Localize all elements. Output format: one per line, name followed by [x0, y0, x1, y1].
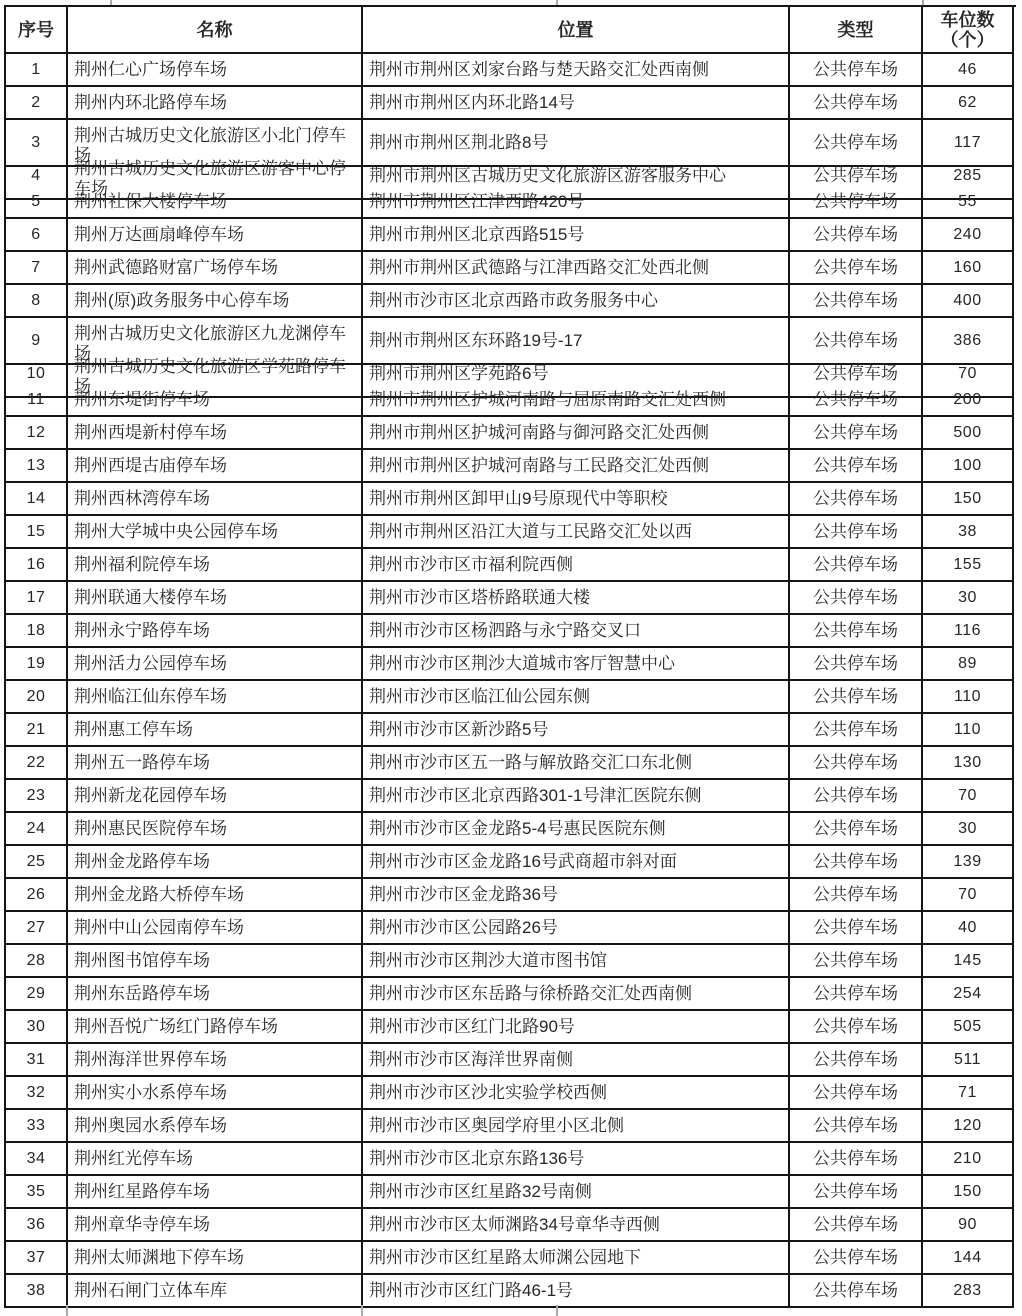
cell-name: 荆州章华寺停车场: [68, 1209, 363, 1242]
cell-spaces: 71: [923, 1077, 1014, 1110]
cell-name: 荆州金龙路停车场: [68, 846, 363, 879]
cell-index: 10: [6, 351, 68, 398]
cell-spaces: 46: [923, 54, 1014, 87]
cell-name: 荆州东堤街停车场: [68, 384, 363, 417]
table-row: [6, 846, 1016, 879]
cell-location: 荆州市荆州区古城历史文化旅游区游客服务中心: [363, 153, 790, 200]
table-row: [6, 747, 1016, 780]
cell-index: 30: [6, 1011, 68, 1044]
cell-index: 15: [6, 516, 68, 549]
cell-type: 公共停车场: [790, 912, 923, 945]
cell-location: 荆州市沙市区杨泗路与永宁路交叉口: [363, 615, 790, 648]
cell-index: 19: [6, 648, 68, 681]
cell-index: 35: [6, 1176, 68, 1209]
cell-type: 公共停车场: [790, 648, 923, 681]
cell-location: 荆州市沙市区北京西路301-1号津汇医院东侧: [363, 780, 790, 813]
cell-name: 荆州内环北路停车场: [68, 87, 363, 120]
table-row: [6, 219, 1016, 252]
cell-index: 25: [6, 846, 68, 879]
cell-spaces: 110: [923, 681, 1014, 714]
cell-type: 公共停车场: [790, 1011, 923, 1044]
cell-spaces: 117: [923, 120, 1014, 167]
cell-spaces: 62: [923, 87, 1014, 120]
cell-index: 1: [6, 54, 68, 87]
table-row: [6, 780, 1016, 813]
cell-location: 荆州市沙市区临江仙公园东侧: [363, 681, 790, 714]
cell-name: 荆州万达画扇峰停车场: [68, 219, 363, 252]
cell-spaces: 254: [923, 978, 1014, 1011]
cell-location: 荆州市荆州区卸甲山9号原现代中等职校: [363, 483, 790, 516]
cell-spaces: 120: [923, 1110, 1014, 1143]
cell-name: 荆州联通大楼停车场: [68, 582, 363, 615]
cell-index: 37: [6, 1242, 68, 1275]
cell-spaces: 30: [923, 582, 1014, 615]
cell-name: 荆州武德路财富广场停车场: [68, 252, 363, 285]
cell-name: 荆州五一路停车场: [68, 747, 363, 780]
cell-location: 荆州市沙市区沙北实验学校西侧: [363, 1077, 790, 1110]
cell-name: 荆州新龙花园停车场: [68, 780, 363, 813]
cell-spaces: 139: [923, 846, 1014, 879]
cell-type: 公共停车场: [790, 351, 923, 398]
cell-type: 公共停车场: [790, 978, 923, 1011]
cell-type: 公共停车场: [790, 1242, 923, 1275]
table-row: [6, 582, 1016, 615]
cell-spaces: 145: [923, 945, 1014, 978]
cell-index: 20: [6, 681, 68, 714]
col-header-location: 位置: [363, 7, 790, 54]
cell-index: 34: [6, 1143, 68, 1176]
cell-location: 荆州市沙市区北京东路136号: [363, 1143, 790, 1176]
cell-location: 荆州市沙市区东岳路与徐桥路交汇处西南侧: [363, 978, 790, 1011]
cell-name: 荆州吾悦广场红门路停车场: [68, 1011, 363, 1044]
cell-spaces: 500: [923, 417, 1014, 450]
cell-type: 公共停车场: [790, 1209, 923, 1242]
cell-index: 23: [6, 780, 68, 813]
cell-location: 荆州市荆州区学苑路6号: [363, 351, 790, 398]
table-row: [6, 912, 1016, 945]
table-row: [6, 483, 1016, 516]
cell-type: 公共停车场: [790, 879, 923, 912]
cell-name: 荆州西林湾停车场: [68, 483, 363, 516]
table-body: [6, 54, 1016, 1308]
cell-type: 公共停车场: [790, 846, 923, 879]
cell-index: 3: [6, 120, 68, 167]
cell-name: 荆州永宁路停车场: [68, 615, 363, 648]
cell-location: 荆州市沙市区太师渊路34号章华寺西侧: [363, 1209, 790, 1242]
table-row: [6, 120, 1016, 165]
cell-index: 6: [6, 219, 68, 252]
cell-location: 荆州市沙市区塔桥路联通大楼: [363, 582, 790, 615]
cell-name: 荆州古城历史文化旅游区学苑路停车场: [68, 351, 363, 398]
cell-name: 荆州福利院停车场: [68, 549, 363, 582]
cell-name: 荆州古城历史文化旅游区游客中心停车场: [68, 153, 363, 200]
cell-index: 31: [6, 1044, 68, 1077]
cell-name: 荆州仁心广场停车场: [68, 54, 363, 87]
cell-spaces: 30: [923, 813, 1014, 846]
cell-name: 荆州石闸门立体车库: [68, 1275, 363, 1308]
cell-location: 荆州市沙市区五一路与解放路交汇口东北侧: [363, 747, 790, 780]
cell-index: 12: [6, 417, 68, 450]
cell-name: 荆州临江仙东停车场: [68, 681, 363, 714]
table-crop-stub: [556, 1305, 558, 1316]
cell-location: 荆州市沙市区红门北路90号: [363, 1011, 790, 1044]
cell-index: 26: [6, 879, 68, 912]
cell-location: 荆州市荆州区荆北路8号: [363, 120, 790, 167]
table-row: [6, 87, 1016, 120]
table-crop-stub: [361, 1305, 363, 1316]
cell-index: 21: [6, 714, 68, 747]
cell-location: 荆州市荆州区护城河南路与工民路交汇处西侧: [363, 450, 790, 483]
cell-location: 荆州市沙市区奥园学府里小区北侧: [363, 1110, 790, 1143]
cell-index: 36: [6, 1209, 68, 1242]
cell-type: 公共停车场: [790, 813, 923, 846]
cell-type: 公共停车场: [790, 714, 923, 747]
cell-spaces: 240: [923, 219, 1014, 252]
cell-location: 荆州市荆州区刘家台路与楚天路交汇处西南侧: [363, 54, 790, 87]
cell-name: 荆州红光停车场: [68, 1143, 363, 1176]
cell-index: 22: [6, 747, 68, 780]
cell-spaces: 144: [923, 1242, 1014, 1275]
cell-location: 荆州市荆州区内环北路14号: [363, 87, 790, 120]
cell-spaces: 110: [923, 714, 1014, 747]
cell-location: 荆州市荆州区沿江大道与工民路交汇处以西: [363, 516, 790, 549]
cell-spaces: 130: [923, 747, 1014, 780]
cell-location: 荆州市沙市区公园路26号: [363, 912, 790, 945]
cell-location: 荆州市荆州区护城河南路与屈原南路交汇处西侧: [363, 384, 790, 417]
cell-name: 荆州大学城中央公园停车场: [68, 516, 363, 549]
cell-spaces: 285: [923, 153, 1014, 200]
cell-name: 荆州海洋世界停车场: [68, 1044, 363, 1077]
cell-type: 公共停车场: [790, 615, 923, 648]
cell-spaces: 150: [923, 1176, 1014, 1209]
cell-type: 公共停车场: [790, 219, 923, 252]
col-header-type: 类型: [790, 7, 923, 54]
cell-type: 公共停车场: [790, 1044, 923, 1077]
cell-index: 13: [6, 450, 68, 483]
table-row: [6, 417, 1016, 450]
cell-type: 公共停车场: [790, 780, 923, 813]
cell-type: 公共停车场: [790, 120, 923, 167]
cell-name: 荆州惠工停车场: [68, 714, 363, 747]
cell-index: 32: [6, 1077, 68, 1110]
cell-name: 荆州金龙路大桥停车场: [68, 879, 363, 912]
cell-index: 14: [6, 483, 68, 516]
cell-name: 荆州奥园水系停车场: [68, 1110, 363, 1143]
cell-type: 公共停车场: [790, 1110, 923, 1143]
col-header-index: 序号: [6, 7, 68, 54]
cell-index: 9: [6, 318, 68, 365]
cell-location: 荆州市荆州区东环路19号-17: [363, 318, 790, 365]
col-header-spaces: 车位数 （个）: [923, 7, 1014, 54]
cell-index: 2: [6, 87, 68, 120]
cell-location: 荆州市沙市区海洋世界南侧: [363, 1044, 790, 1077]
cell-spaces: 70: [923, 879, 1014, 912]
cell-type: 公共停车场: [790, 483, 923, 516]
cell-index: 33: [6, 1110, 68, 1143]
cell-location: 荆州市荆州区护城河南路与御河路交汇处西侧: [363, 417, 790, 450]
cell-index: 5: [6, 186, 68, 219]
cell-type: 公共停车场: [790, 549, 923, 582]
cell-name: 荆州实小水系停车场: [68, 1077, 363, 1110]
table-row: [6, 813, 1016, 846]
cell-index: 4: [6, 153, 68, 200]
cell-type: 公共停车场: [790, 1176, 923, 1209]
cell-spaces: 400: [923, 285, 1014, 318]
cell-spaces: 38: [923, 516, 1014, 549]
cell-name: 荆州图书馆停车场: [68, 945, 363, 978]
cell-index: 24: [6, 813, 68, 846]
cell-spaces: 55: [923, 186, 1014, 219]
cell-type: 公共停车场: [790, 516, 923, 549]
cell-type: 公共停车场: [790, 1077, 923, 1110]
cell-spaces: 200: [923, 384, 1014, 417]
cell-location: 荆州市沙市区市福利院西侧: [363, 549, 790, 582]
cell-index: 7: [6, 252, 68, 285]
cell-spaces: 210: [923, 1143, 1014, 1176]
cell-location: 荆州市沙市区新沙路5号: [363, 714, 790, 747]
cell-spaces: 155: [923, 549, 1014, 582]
table-row: [6, 714, 1016, 747]
table-row: [6, 1011, 1016, 1044]
cell-spaces: 116: [923, 615, 1014, 648]
table-row: [6, 879, 1016, 912]
cell-location: 荆州市沙市区金龙路5-4号惠民医院东侧: [363, 813, 790, 846]
cell-type: 公共停车场: [790, 582, 923, 615]
cell-name: 荆州中山公园南停车场: [68, 912, 363, 945]
cell-type: 公共停车场: [790, 186, 923, 219]
cell-type: 公共停车场: [790, 747, 923, 780]
cell-spaces: 505: [923, 1011, 1014, 1044]
table-row: [6, 54, 1016, 87]
cell-index: 28: [6, 945, 68, 978]
cell-name: 荆州惠民医院停车场: [68, 813, 363, 846]
cell-type: 公共停车场: [790, 417, 923, 450]
table-row: [6, 615, 1016, 648]
cell-name: 荆州(原)政务服务中心停车场: [68, 285, 363, 318]
cell-index: 38: [6, 1275, 68, 1308]
cell-location: 荆州市沙市区金龙路36号: [363, 879, 790, 912]
cell-name: 荆州红星路停车场: [68, 1176, 363, 1209]
cell-index: 17: [6, 582, 68, 615]
table-header-row: [6, 7, 1016, 54]
cell-index: 8: [6, 285, 68, 318]
cell-location: 荆州市荆州区江津西路420号: [363, 186, 790, 219]
table-row: [6, 516, 1016, 549]
cell-type: 公共停车场: [790, 450, 923, 483]
table-row: [6, 285, 1016, 318]
parking-lot-table: [4, 5, 1016, 1308]
cell-type: 公共停车场: [790, 252, 923, 285]
table-row: [6, 978, 1016, 1011]
cell-type: 公共停车场: [790, 1275, 923, 1308]
table-row: [6, 681, 1016, 714]
cell-name: 荆州社保大楼停车场: [68, 186, 363, 219]
cell-location: 荆州市沙市区红星路太师渊公园地下: [363, 1242, 790, 1275]
cell-name: 荆州古城历史文化旅游区九龙渊停车场: [68, 318, 363, 365]
cell-location: 荆州市沙市区红门路46-1号: [363, 1275, 790, 1308]
cell-location: 荆州市荆州区北京西路515号: [363, 219, 790, 252]
table-row: [6, 1044, 1016, 1077]
table-row: [6, 450, 1016, 483]
cell-spaces: 70: [923, 351, 1014, 398]
table-row: [6, 549, 1016, 582]
cell-name: 荆州西堤新村停车场: [68, 417, 363, 450]
cell-name: 荆州古城历史文化旅游区小北门停车场: [68, 120, 363, 167]
cell-location: 荆州市沙市区北京西路市政务服务中心: [363, 285, 790, 318]
table-row: [6, 1176, 1016, 1209]
table-row: [6, 318, 1016, 363]
cell-name: 荆州西堤古庙停车场: [68, 450, 363, 483]
cell-spaces: 283: [923, 1275, 1014, 1308]
table-row: [6, 648, 1016, 681]
cell-index: 27: [6, 912, 68, 945]
cell-name: 荆州东岳路停车场: [68, 978, 363, 1011]
cell-location: 荆州市沙市区荆沙大道市图书馆: [363, 945, 790, 978]
table-row: [6, 1143, 1016, 1176]
cell-type: 公共停车场: [790, 285, 923, 318]
table-crop-stub: [66, 1305, 68, 1316]
cell-spaces: 70: [923, 780, 1014, 813]
table-row: [6, 1242, 1016, 1275]
cell-index: 11: [6, 384, 68, 417]
cell-type: 公共停车场: [790, 384, 923, 417]
cell-type: 公共停车场: [790, 87, 923, 120]
table-row: [6, 1077, 1016, 1110]
cell-spaces: 386: [923, 318, 1014, 365]
cell-index: 16: [6, 549, 68, 582]
table-row: [6, 1275, 1016, 1308]
cell-type: 公共停车场: [790, 54, 923, 87]
cell-type: 公共停车场: [790, 1143, 923, 1176]
cell-location: 荆州市荆州区武德路与江津西路交汇处西北侧: [363, 252, 790, 285]
col-header-name: 名称: [68, 7, 363, 54]
cell-type: 公共停车场: [790, 945, 923, 978]
cell-spaces: 89: [923, 648, 1014, 681]
cell-spaces: 90: [923, 1209, 1014, 1242]
cell-location: 荆州市沙市区金龙路16号武商超市斜对面: [363, 846, 790, 879]
cell-spaces: 511: [923, 1044, 1014, 1077]
table-row: [6, 945, 1016, 978]
cell-type: 公共停车场: [790, 681, 923, 714]
cell-location: 荆州市沙市区红星路32号南侧: [363, 1176, 790, 1209]
cell-type: 公共停车场: [790, 153, 923, 200]
cell-spaces: 160: [923, 252, 1014, 285]
cell-name: 荆州太师渊地下停车场: [68, 1242, 363, 1275]
cell-index: 29: [6, 978, 68, 1011]
cell-spaces: 150: [923, 483, 1014, 516]
table-row: [6, 1209, 1016, 1242]
cell-type: 公共停车场: [790, 318, 923, 365]
table-row: [6, 252, 1016, 285]
cell-spaces: 100: [923, 450, 1014, 483]
cell-spaces: 40: [923, 912, 1014, 945]
cell-index: 18: [6, 615, 68, 648]
cell-name: 荆州活力公园停车场: [68, 648, 363, 681]
table-row: [6, 1110, 1016, 1143]
cell-location: 荆州市沙市区荆沙大道城市客厅智慧中心: [363, 648, 790, 681]
